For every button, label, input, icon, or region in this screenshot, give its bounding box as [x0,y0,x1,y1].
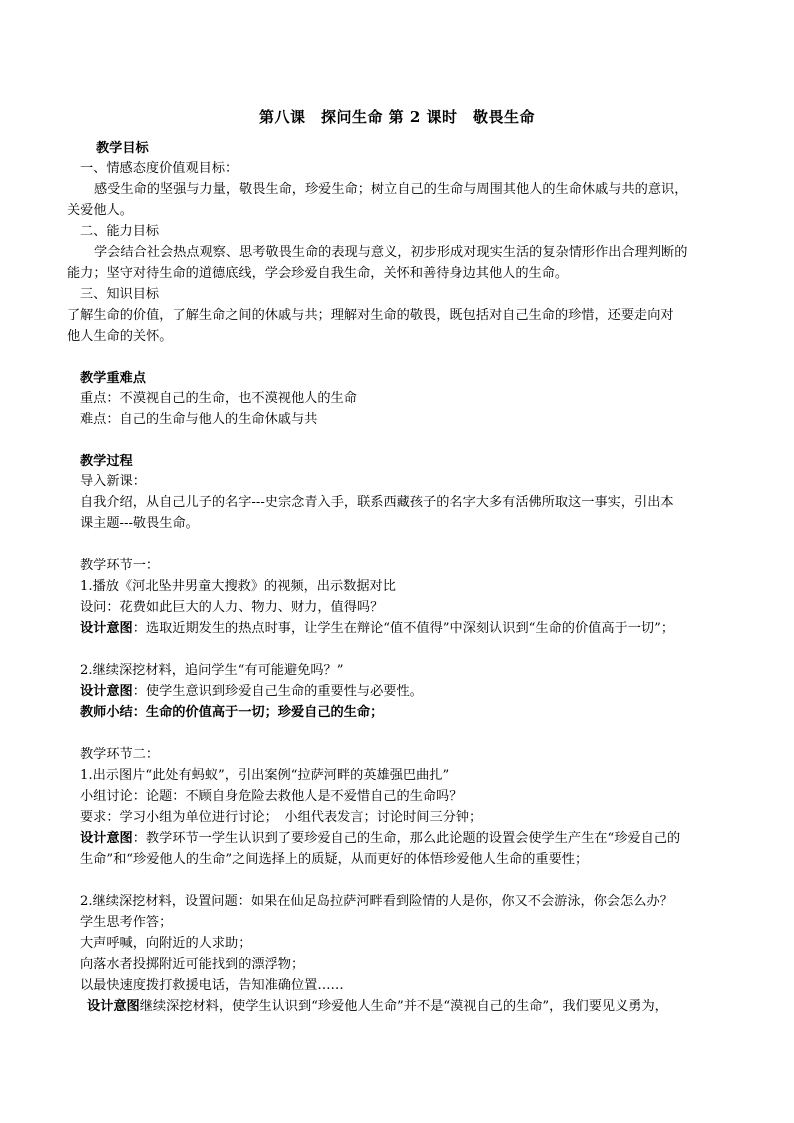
process-heading: 教学过程 [80,454,133,469]
design-text: 继续深挖材料，使学生认识到“珍爱他人生命”并不是“漠视自己的生命”，我们要见义勇为， [139,999,668,1014]
segment-two-design [87,997,668,1017]
keypoint-key: 重点：不漠视自己的生命，也不漠视他人的生命 [80,391,357,406]
segment-one-label: 教学环节一： [80,558,160,573]
answer-item: 以最快速度拨打救援电话，告知准确位置…… [80,978,344,993]
teacher-summary: 教师小结：生命的价值高于一切；珍爱自己的生命； [80,705,384,720]
keypoints-heading: 教学重难点 [80,371,146,386]
goals-s1-line: 感受生命的坚强与力量，敬畏生命，珍爱生命；树立自己的生命与周围其他人的生命休戚与共的意识， [94,182,688,197]
segment-two-think: 学生思考作答； [80,915,173,930]
segment-two-design-cont: 生命”和“珍爱他人的生命”之间选择上的质疑，从而更好的体悟珍爱他人生命的重要性； [80,852,589,867]
segment-one-design [80,619,674,639]
goals-s1-heading: 一、情感态度价值观目标： [80,161,239,176]
segment-one-item: 2.继续深挖材料，追问学生“有可能避免吗？” [80,663,344,678]
segment-two-discussion: 小组讨论：论题：不顾自身危险去救他人是不爱惜自己的生命吗？ [80,789,463,804]
design-label: 设计意图 [80,684,133,699]
goals-s2-line: 能力；坚守对待生命的道德底线，学会珍爱自我生命，关怀和善待身边其他人的生命。 [67,266,569,281]
design-text: ：选取近期发生的热点时事，让学生在辩论“值不值得”中深刻认识到“生命的价值高于一切”； [132,621,675,636]
keypoint-difficult: 难点：自己的生命与他人的生命休戚与共 [80,412,318,427]
intro-label: 导入新课： [80,474,146,489]
design-label: 设计意图 [87,999,140,1014]
goals-s2-line: 学会结合社会热点观察、思考敬畏生命的表现与意义，初步形成对现实生活的复杂情形作出合理判断的 [94,245,688,260]
design-text: ：教学环节一学生认识到了要珍爱自己的生命，那么此论题的设置会使学生产生在“珍爱自己的 [132,831,681,846]
segment-two-item: 1.出示图片“此处有蚂蚁”，引出案例“拉萨河畔的英雄强巴曲扎” [80,768,450,783]
goals-s3-line: 了解生命的价值，了解生命之间的休戚与共；理解对生命的敬畏，既包括对自己生命的珍惜，还要走向对 [67,308,674,323]
intro-line: 自我介绍，从自己儿子的名字---史宗念青入手，联系西藏孩子的名字大多有活佛所取这一事实，引出本 [80,495,674,510]
design-label: 设计意图 [80,831,133,846]
segment-one-question: 设问：花费如此巨大的人力、物力、财力，值得吗？ [80,600,384,615]
page-title: 第八课 探问生命 第 2 课时 敬畏生命 [258,108,536,126]
answer-item: 向落水者投掷附近可能找到的漂浮物； [80,957,305,972]
segment-two-item: 2.继续深挖材料，设置问题：如果在仙足岛拉萨河畔看到险情的人是你，你又不会游泳，你会怎么办？ [80,894,673,909]
design-label: 设计意图 [80,621,133,636]
goals-s3-heading: 三、知识目标 [80,287,160,302]
answer-item: 大声呼喊，向附近的人求助； [80,936,252,951]
intro-line: 课主题---敬畏生命。 [80,516,199,531]
goals-s3-line: 他人生命的关怀。 [67,329,173,344]
goals-s1-line: 关爱他人。 [67,203,133,218]
segment-two-label: 教学环节二： [80,747,160,762]
goals-s2-heading: 二、能力目标 [80,224,160,239]
segment-two-requirement: 要求：学习小组为单位进行讨论； 小组代表发言；讨论时间三分钟； [80,810,483,825]
segment-one-design [80,682,423,702]
goals-heading: 教学目标 [96,141,149,156]
design-text: ：使学生意识到珍爱自己生命的重要性与必要性。 [132,684,423,699]
segment-one-item: 1.播放《河北坠井男童大搜救》的视频，出示数据对比 [80,579,396,594]
segment-two-design [80,829,680,849]
